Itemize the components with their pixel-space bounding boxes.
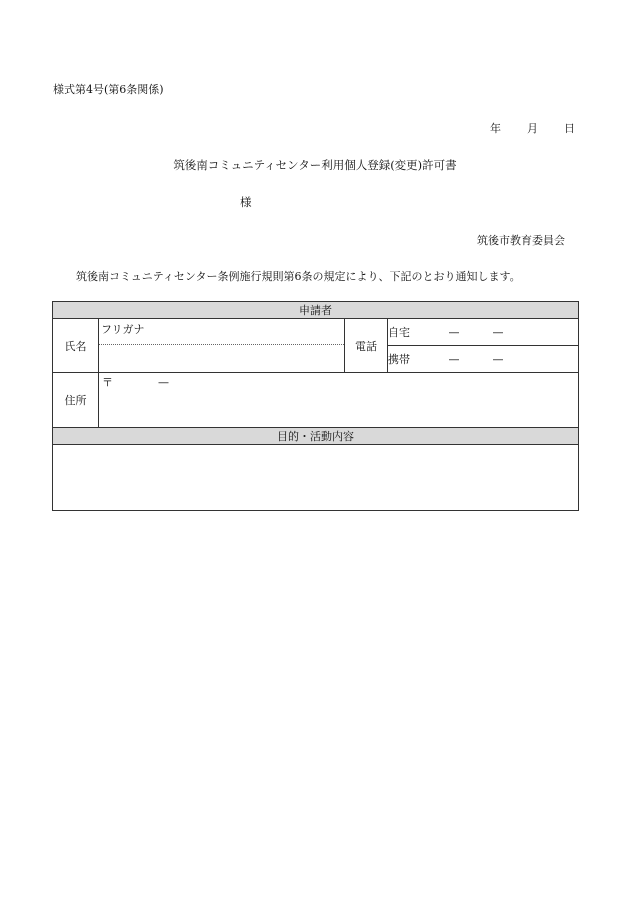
- issuer-name: 筑後市教育委員会: [477, 234, 565, 247]
- name-label: 氏名: [53, 319, 99, 373]
- addressee-suffix: 様: [240, 195, 252, 209]
- purpose-field[interactable]: [53, 445, 579, 511]
- postal-code-line: [102, 374, 169, 390]
- mobile-phone-dash-1: —: [448, 353, 460, 366]
- document-title: 筑後南コミュニティセンター利用個人登録(変更)許可書: [173, 158, 457, 172]
- furigana-label: フリガナ: [101, 323, 145, 336]
- address-field[interactable]: [99, 373, 579, 428]
- applicant-section-header: 申請者: [53, 302, 579, 319]
- date-year-label: 年: [490, 122, 501, 135]
- postal-mark: 〒: [102, 376, 113, 389]
- home-phone-label: 自宅: [388, 326, 410, 339]
- home-phone-dash-2: —: [492, 326, 504, 339]
- date-day-label: 日: [564, 122, 575, 135]
- notice-text: 筑後南コミュニティセンター条例施行規則第6条の規定により、下記のとおり通知します。: [76, 270, 521, 283]
- date-line: [490, 120, 575, 136]
- postal-code-dash: —: [158, 376, 169, 389]
- purpose-section-header: 目的・活動内容: [53, 428, 579, 445]
- furigana-divider: [99, 344, 344, 345]
- address-label: 住所: [53, 373, 99, 428]
- name-field[interactable]: [99, 319, 345, 373]
- home-phone-field[interactable]: [388, 319, 579, 346]
- application-form-table: [52, 301, 579, 511]
- form-number: 様式第4号(第6条関係): [53, 83, 164, 96]
- date-month-label: 月: [527, 122, 538, 135]
- mobile-phone-field[interactable]: [388, 346, 579, 373]
- mobile-phone-dash-2: —: [492, 353, 504, 366]
- home-phone-dash-1: —: [448, 326, 460, 339]
- mobile-phone-label: 携帯: [388, 353, 410, 366]
- phone-label: 電話: [345, 319, 388, 373]
